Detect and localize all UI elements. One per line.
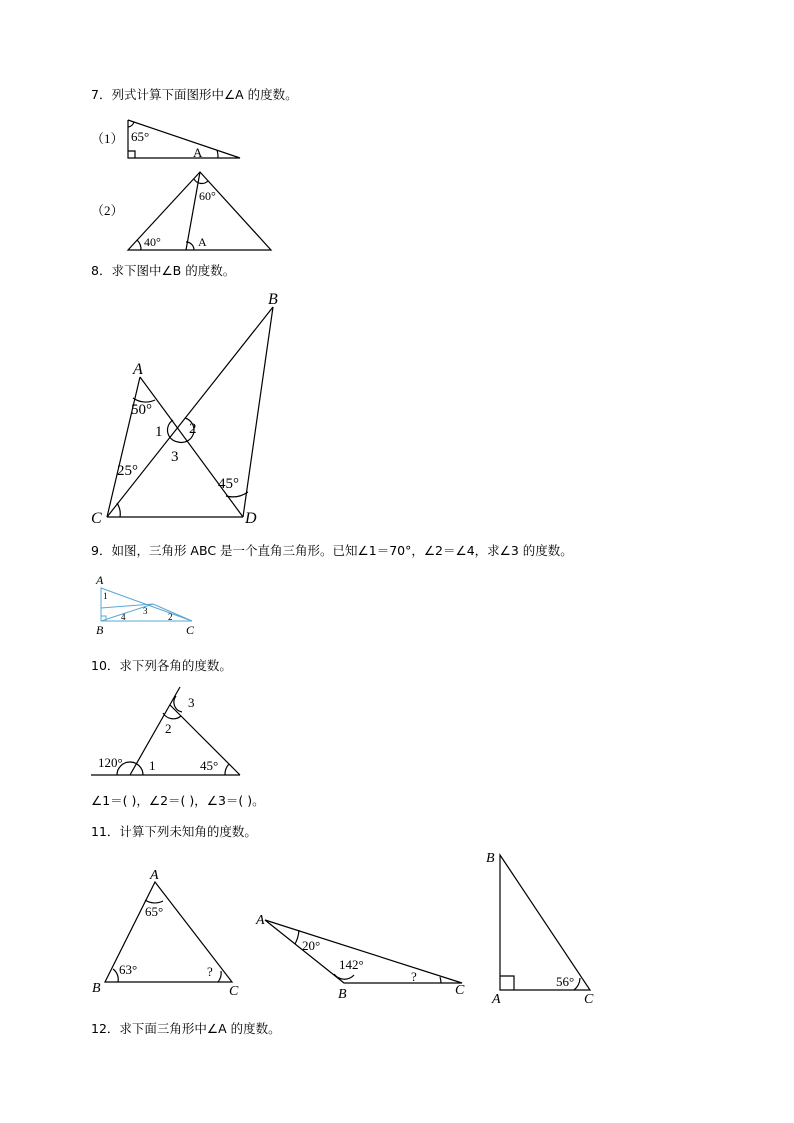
fig11-t3-point-c: C [584, 992, 594, 1007]
fig8-point-d: D [245, 510, 257, 527]
fig8-angle-45: 45° [218, 476, 239, 492]
question-10-answer-line: ∠1＝( )，∠2＝( )，∠3＝( )。 [91, 793, 265, 808]
fig9-angle-3: 3 [143, 606, 148, 616]
fig11-t2-question: ? [411, 969, 417, 984]
fig8-angle-2: 2 [189, 421, 197, 437]
fig11-t1-angle-63: 63° [119, 962, 138, 977]
fig10-angle-45: 45° [200, 758, 219, 773]
fig9-angle-4: 4 [121, 612, 126, 622]
fig11-t1-point-b: B [92, 981, 101, 996]
fig9-angle-2: 2 [168, 612, 173, 622]
fig11-t2-angle-20: 20° [302, 938, 321, 953]
fig7-angle-40: 40° [144, 235, 161, 249]
fig7-label-a2: A [198, 235, 207, 249]
fig11-t2-angle-142: 142° [339, 957, 364, 972]
fig7-angle-65: 65° [131, 129, 150, 144]
fig11-t1-angle-65: 65° [145, 904, 164, 919]
question-8: 8．求下图中∠B 的度数。 [91, 263, 236, 278]
fig8-point-c: C [91, 510, 102, 527]
fig9-figure [101, 588, 192, 621]
fig8-angle-50: 50° [131, 402, 152, 418]
fig7-label-a1: A [193, 145, 203, 160]
question-12: 12．求下面三角形中∠A 的度数。 [91, 1021, 281, 1036]
fig8-angle-3: 3 [171, 449, 179, 465]
fig11-t1-point-a: A [150, 868, 159, 883]
question-7: 7．列式计算下面图形中∠A 的度数。 [91, 87, 298, 102]
question-10: 10．求下列各角的度数。 [91, 658, 232, 673]
fig10-angle-2: 2 [165, 721, 172, 736]
fig8-angle-1: 1 [155, 424, 163, 440]
fig9-angle-1: 1 [103, 591, 108, 601]
question-11: 11．计算下列未知角的度数。 [91, 824, 257, 839]
fig11-t3-angle-56: 56° [556, 974, 575, 989]
fig10-angle-1: 1 [149, 758, 156, 773]
fig10-angle-120: 120° [98, 755, 123, 770]
fig8-point-a: A [133, 361, 143, 378]
fig11-t2-point-a: A [256, 913, 265, 928]
fig11-t3-point-a: A [492, 992, 501, 1007]
fig7-sub2-label: （2） [91, 203, 124, 218]
fig11-t1-question: ? [207, 964, 213, 979]
fig11-t2-point-c: C [455, 983, 465, 998]
fig9-point-a: A [96, 573, 104, 587]
fig8-point-b: B [268, 291, 278, 308]
fig9-point-b: B [96, 623, 104, 637]
fig11-t3-point-b: B [486, 851, 495, 866]
fig8-angle-25: 25° [117, 463, 138, 479]
fig11-t1-point-c: C [229, 984, 239, 999]
fig7-angle-60: 60° [199, 189, 216, 203]
fig7-sub1-label: （1） [91, 131, 124, 146]
fig11-t2-point-b: B [338, 987, 347, 1002]
fig10-angle-3: 3 [188, 695, 195, 710]
fig9-point-c: C [186, 623, 195, 637]
question-9: 9．如图，三角形 ABC 是一个直角三角形。已知∠1＝70°，∠2＝∠4，求∠3 的度数。 [91, 543, 573, 558]
